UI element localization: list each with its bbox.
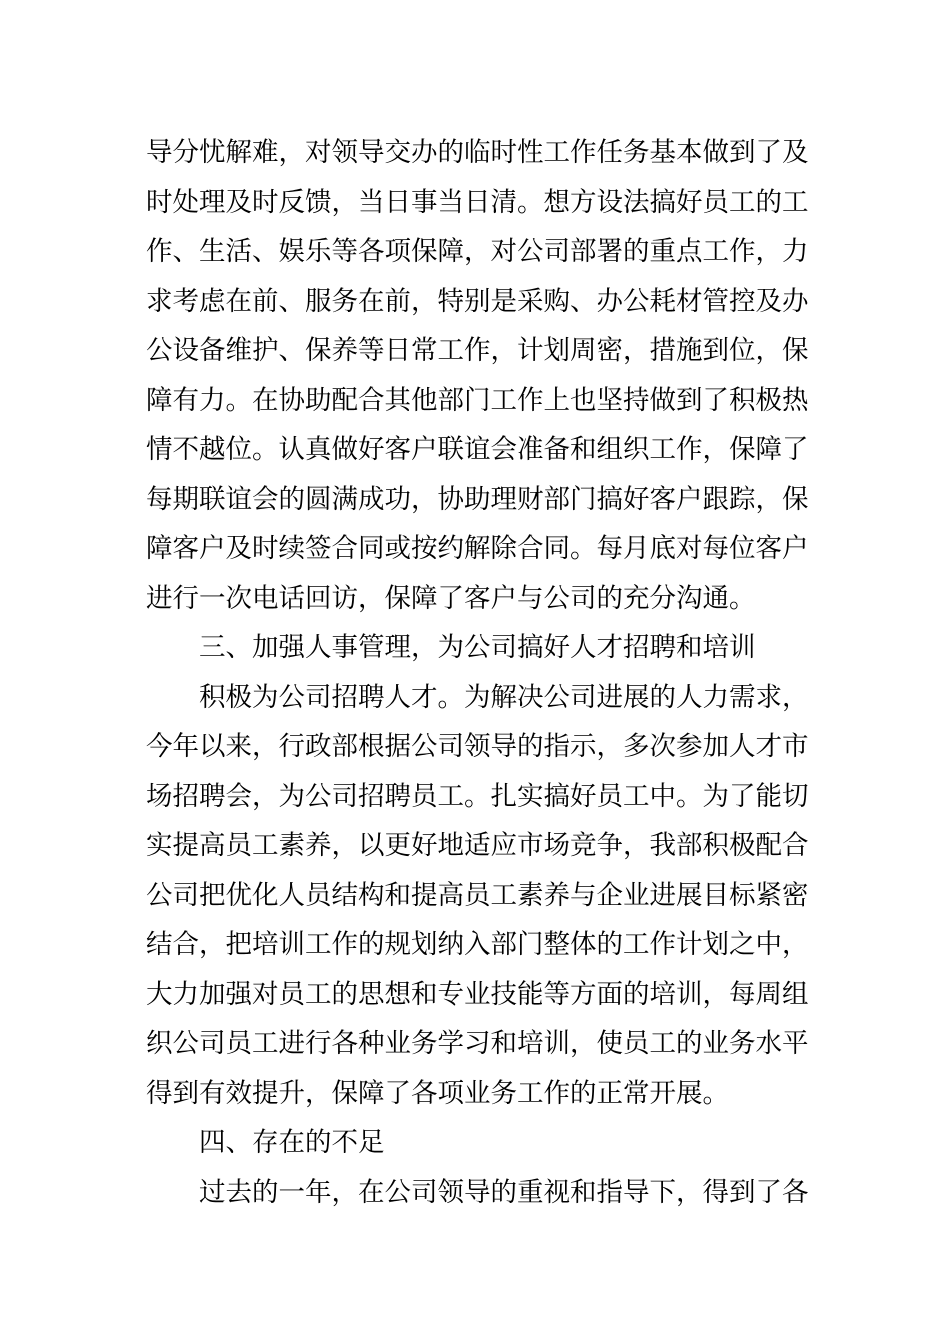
text-line: 公设备维护、保养等日常工作，计划周密，措施到位，保 xyxy=(146,335,809,366)
text-line: 织公司员工进行各种业务学习和培训，使员工的业务水平 xyxy=(146,1028,809,1059)
text-line: 导分忧解难，对领导交办的临时性工作任务基本做到了及 xyxy=(146,137,809,168)
section-heading: 三、加强人事管理，为公司搞好人才招聘和培训 xyxy=(199,632,756,663)
text-line: 实提高员工素养，以更好地适应市场竞争，我部积极配合 xyxy=(146,830,809,861)
section-heading: 四、存在的不足 xyxy=(199,1127,385,1158)
text-line: 得到有效提升，保障了各项业务工作的正常开展。 xyxy=(146,1077,729,1109)
text-line: 大力加强对员工的思想和专业技能等方面的培训，每周组 xyxy=(146,978,809,1010)
text-line: 情不越位。认真做好客户联谊会准备和组织工作，保障了 xyxy=(146,434,809,465)
text-line: 场招聘会，为公司招聘员工。扎实搞好员工中。为了能切 xyxy=(146,780,809,812)
text-line: 求考虑在前、服务在前，特别是采购、办公耗材管控及办 xyxy=(146,285,809,317)
body-text xyxy=(146,128,808,1217)
text-line: 公司把优化人员结构和提高员工素养与企业进展目标紧密 xyxy=(146,879,809,911)
text-line: 时处理及时反馈，当日事当日清。想方设法搞好员工的工 xyxy=(146,186,809,218)
paragraph-first-line: 过去的一年，在公司领导的重视和指导下，得到了各 xyxy=(199,1176,809,1208)
text-line: 每期联谊会的圆满成功，协助理财部门搞好客户跟踪，保 xyxy=(146,483,809,515)
paragraph-first-line: 积极为公司招聘人才。为解决公司进展的人力需求， xyxy=(199,681,809,713)
text-line: 进行一次电话回访，保障了客户与公司的充分沟通。 xyxy=(146,582,756,614)
text-line: 今年以来，行政部根据公司领导的指示，多次参加人才市 xyxy=(146,731,809,762)
text-line: 作、生活、娱乐等各项保障，对公司部署的重点工作，力 xyxy=(146,236,809,267)
text-line: 结合，把培训工作的规划纳入部门整体的工作计划之中， xyxy=(146,929,809,960)
text-line: 障客户及时续签合同或按约解除合同。每月底对每位客户 xyxy=(146,533,809,564)
text-line: 障有力。在协助配合其他部门工作上也坚持做到了积极热 xyxy=(146,384,809,416)
